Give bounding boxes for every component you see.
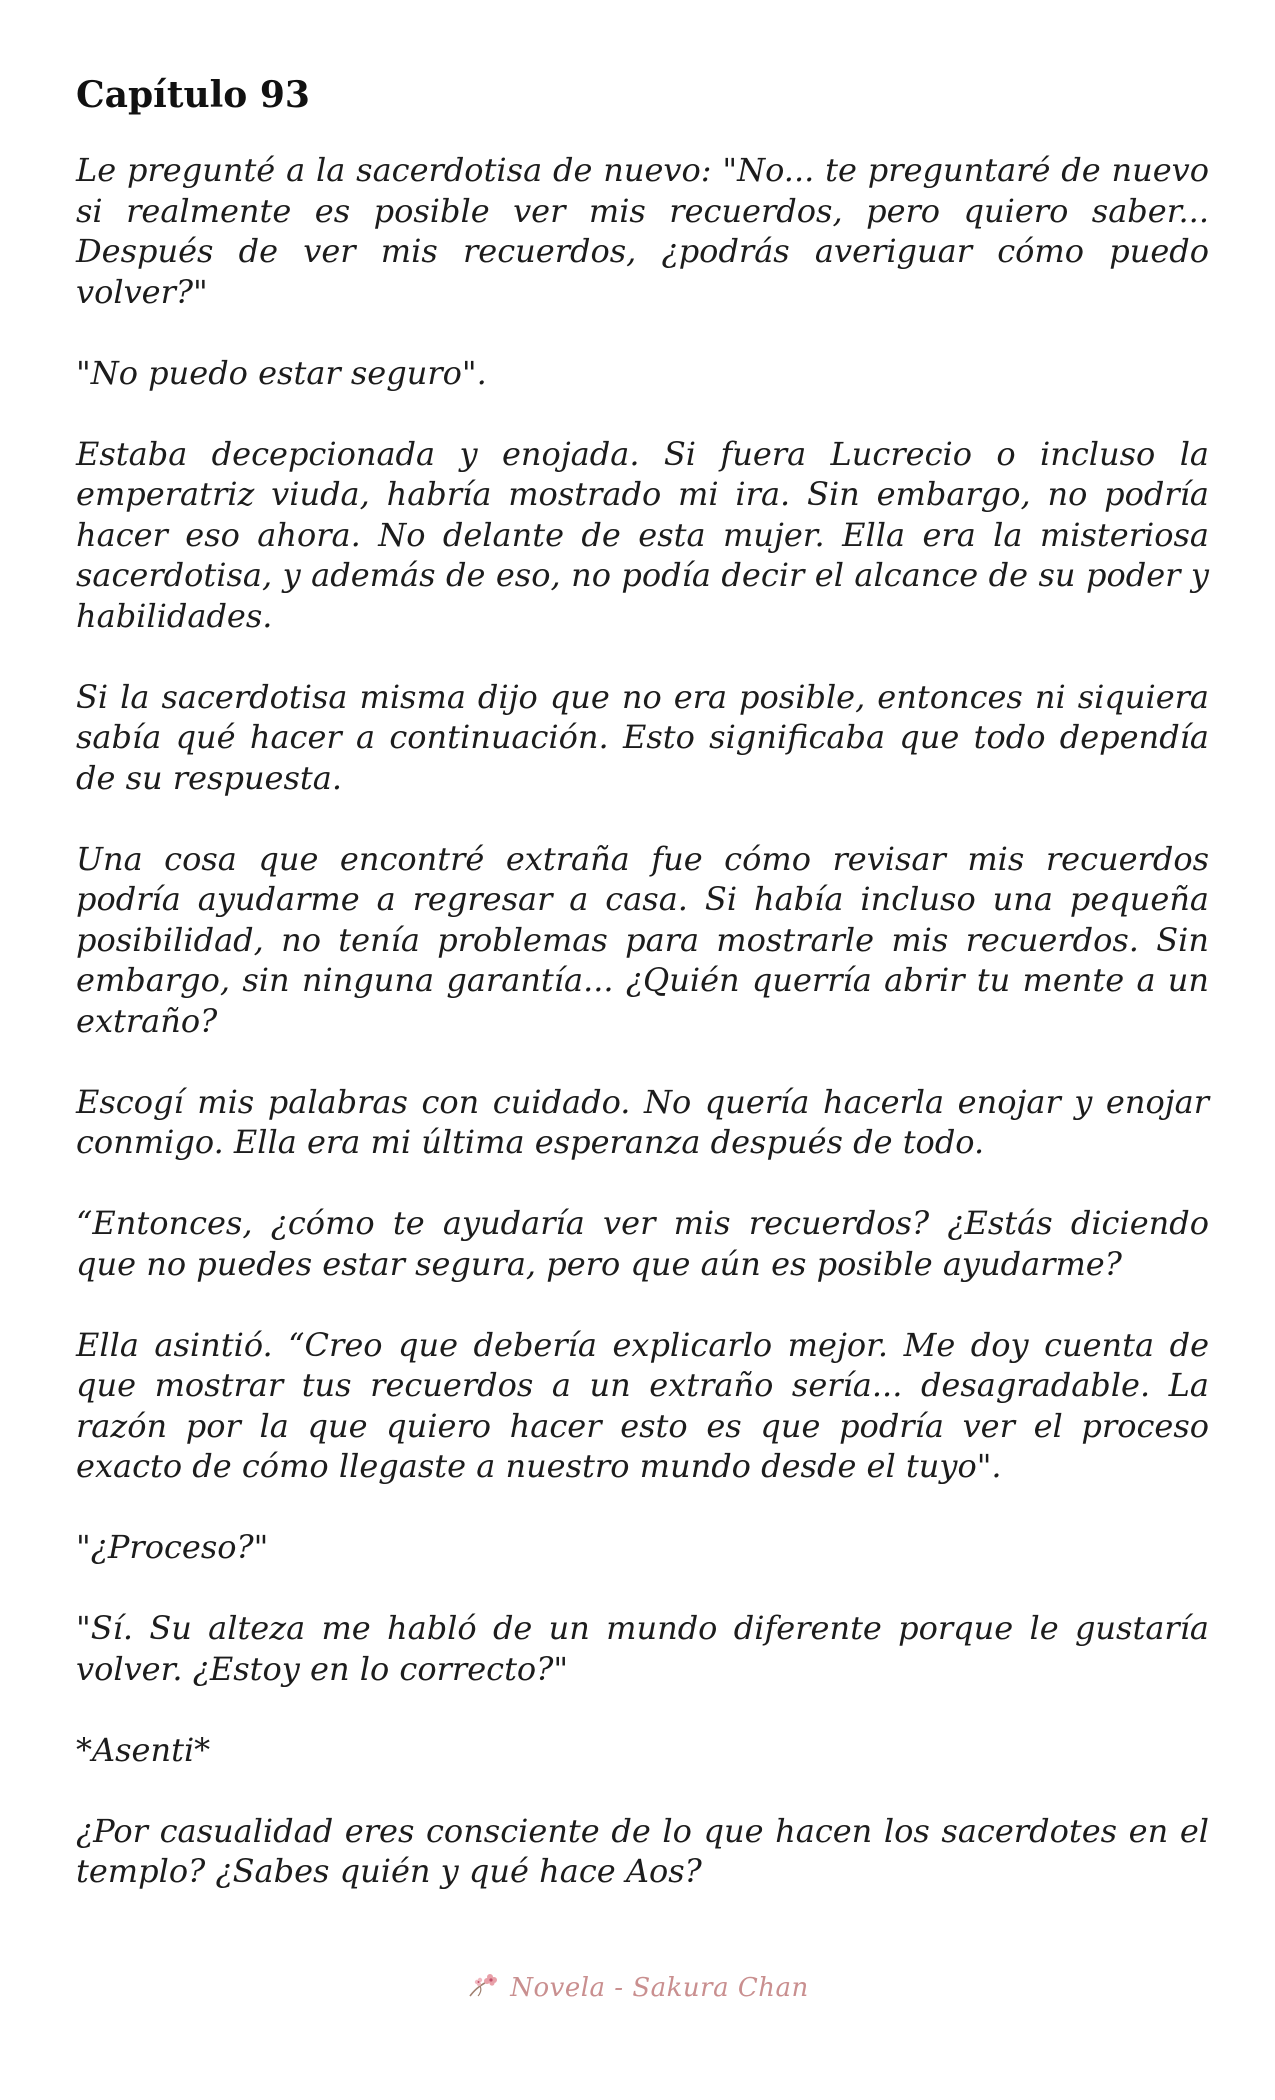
chapter-content — [76, 72, 1209, 1932]
chapter-title: Capítulo 93 — [76, 74, 310, 116]
footer-text: Novela - Sakura Chan — [510, 1973, 809, 2003]
paragraph-6: Escogí mis palabras con cuidado. No quería hacerla enojar y enojar conmigo. Ella era mi última esperanza después de todo. — [76, 1082, 1209, 1161]
footer-watermark — [0, 1970, 1275, 2007]
paragraph-9: "¿Proceso?" — [76, 1528, 269, 1566]
paragraph-2: "No puedo estar seguro". — [76, 353, 487, 392]
paragraph-7: “Entonces, ¿cómo te ayudaría ver mis recuerdos? ¿Estás diciendo que no puedes estar segura, pero que aún es posible ayudarme? — [76, 1204, 1209, 1283]
paragraph-8: Ella asintió. “Creo que debería explicarlo mejor. Me doy cuenta de que mostrar tus recuerdos a un extraño sería... desagradable. La razón por la que quiero hacer esto es que podría ver el proceso exacto de cómo llegaste a nuestro mundo desde el tuyo". — [76, 1325, 1209, 1485]
paragraph-11: *Asenti* — [76, 1730, 211, 1769]
paragraph-1: Le pregunté a la sacerdotisa de nuevo: "No... te preguntaré de nuevo si realmente es posible ver mis recuerdos, pero quiero saber... Después de ver mis recuerdos, ¿podrás averiguar cómo puedo volver?" — [76, 151, 1209, 311]
paragraph-10: "Sí. Su alteza me habló de un mundo diferente porque le gustaría volver. ¿Estoy en lo correcto?" — [76, 1609, 1209, 1688]
paragraph-3: Estaba decepcionada y enojada. Si fuera Lucrecio o incluso la emperatriz viuda, habría mostrado mi ira. Sin embargo, no podría hacer eso ahora. No delante de esta mujer. Ella era la misteriosa sacerdotisa, y además de eso, no podía decir el alcance de su poder y habilidades. — [76, 434, 1209, 635]
sakura-flower-icon — [466, 1970, 500, 2007]
paragraph-5: Una cosa que encontré extraña fue cómo revisar mis recuerdos podría ayudarme a regresar a casa. Si había incluso una pequeña posibilidad, no tenía problemas para mostrarle mis recuerdos. Sin embargo, sin ninguna garantía... ¿Quién querría abrir tu mente a un extraño? — [76, 839, 1209, 1040]
paragraph-12: ¿Por casualidad eres consciente de lo que hacen los sacerdotes en el templo? ¿Sabes quién y qué hace Aos? — [76, 1811, 1209, 1890]
paragraph-4: Si la sacerdotisa misma dijo que no era posible, entonces ni siquiera sabía qué hacer a continuación. Esto significaba que todo dependía de su respuesta. — [76, 677, 1209, 797]
